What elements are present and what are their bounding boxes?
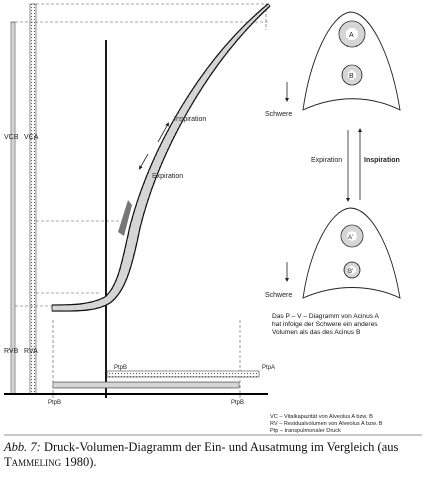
- vc-a-bar: [30, 4, 36, 394]
- note-line-1: Das P – V – Diagramm von Acinus A: [272, 313, 379, 320]
- caption-author: Tammeling: [4, 455, 62, 469]
- label-rv-a: RVA: [24, 348, 38, 355]
- ptp-b-bar: [107, 371, 259, 377]
- label-ptp-a-upper: PtpA: [262, 365, 276, 371]
- figure-caption: [4, 440, 422, 470]
- legend-ptp: Ptp – transpulmonaler Druck: [270, 428, 341, 435]
- pv-curve-band: [52, 4, 270, 311]
- caption-text: Druck-Volumen-Diagramm der Ein- und Ausatmung im Vergleich (aus: [40, 440, 399, 454]
- alveolus-a-bottom-label: A': [348, 235, 354, 241]
- acinus-note: [272, 313, 422, 338]
- caption-abb: Abb. 7:: [4, 440, 41, 454]
- legend: [270, 414, 424, 436]
- caption-year: 1980).: [61, 455, 97, 469]
- vc-b-bar: [11, 22, 15, 394]
- ptp-a-bar: [53, 382, 239, 388]
- note-line-2: hat infolge der Schwere ein anderes: [272, 321, 378, 329]
- acinus-bottom: [303, 208, 400, 298]
- label-ptp-b-lower-left: PtpB: [48, 400, 62, 406]
- label-schwere-top: Schwere: [265, 111, 293, 118]
- alveolus-b-top-label: B: [349, 73, 354, 80]
- acinus-bottom-outline: [303, 208, 400, 298]
- label-expiration-between: Expiration: [311, 157, 343, 164]
- label-inspiration-curve: Inspiration: [174, 116, 207, 123]
- label-vc-a: VCA: [24, 134, 39, 141]
- label-vc-b: VCB: [4, 134, 19, 141]
- expiration-arrow: [140, 154, 148, 168]
- label-expiration-curve: Expiration: [152, 173, 184, 180]
- acinus-top: [303, 12, 400, 110]
- note-line-3: Volumen als das des Acinus B: [272, 329, 361, 337]
- alveolus-a-top-label: A: [349, 32, 354, 39]
- label-ptp-b-upper: PtpB: [114, 365, 128, 371]
- legend-rv: RV – Residualvolumen von Alveolus A bzw. B: [270, 421, 383, 428]
- label-rv-b: RVB: [4, 348, 19, 355]
- alveolus-b-bottom-label: B': [348, 269, 354, 275]
- label-schwere-bottom: Schwere: [265, 292, 293, 299]
- legend-vc: VC – Vitalkapazität von Alveolus A bzw. B: [270, 414, 373, 420]
- label-ptp-b-lower-right: PtpB: [231, 400, 245, 406]
- label-inspiration-between: Inspiration: [364, 157, 400, 164]
